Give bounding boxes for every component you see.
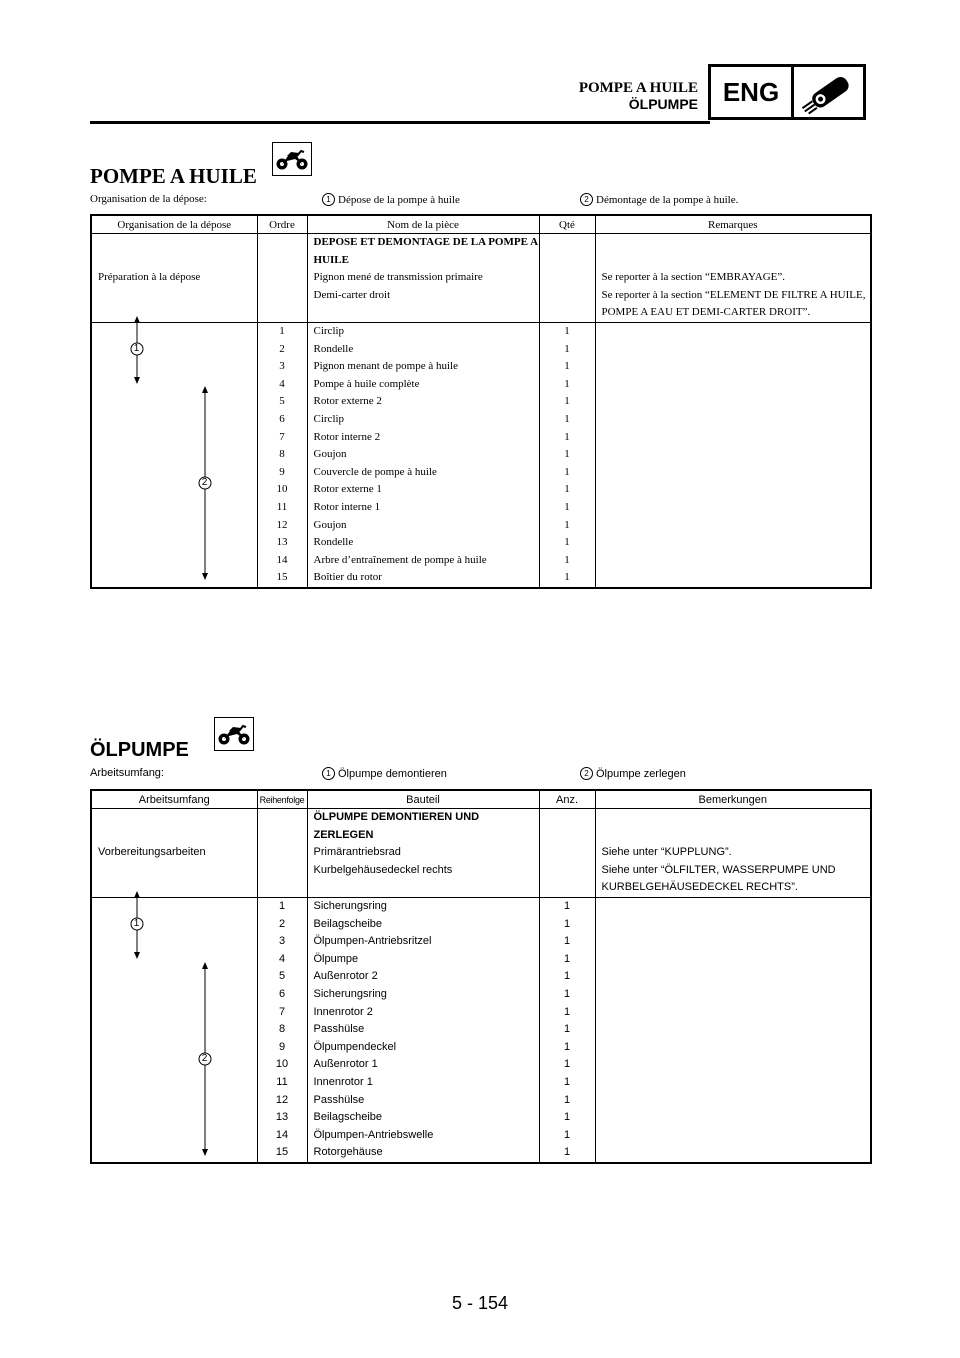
table-cell: 8 — [257, 1021, 307, 1039]
table-cell — [595, 1144, 871, 1163]
table-cell — [91, 916, 257, 934]
table-cell: Rotor interne 2 — [307, 429, 539, 447]
table-row — [91, 916, 871, 934]
table-cell — [595, 897, 871, 915]
table-cell — [539, 862, 595, 898]
table-cell: 8 — [257, 446, 307, 464]
table-cell: Beilagscheibe — [307, 1109, 539, 1127]
table-cell — [595, 464, 871, 482]
bracket-label: 1 — [133, 343, 140, 354]
table-cell — [91, 322, 257, 340]
table-cell — [595, 968, 871, 986]
table-cell: 1 — [539, 1056, 595, 1074]
table-cell — [539, 287, 595, 323]
table-cell: Innenrotor 1 — [307, 1074, 539, 1092]
table-cell: Ölpumpe — [307, 951, 539, 969]
table-cell — [91, 1074, 257, 1092]
table-cell — [91, 1144, 257, 1163]
table-cell: 6 — [257, 986, 307, 1004]
table-cell — [91, 951, 257, 969]
table-cell: Rondelle — [307, 341, 539, 359]
org-line-de — [90, 767, 870, 783]
table-cell: 1 — [539, 1021, 595, 1039]
table-cell — [595, 1021, 871, 1039]
header-rule — [90, 121, 710, 124]
table-cell — [595, 234, 871, 270]
table-cell — [595, 569, 871, 588]
table-cell: Sicherungsring — [307, 986, 539, 1004]
table-cell: Demi-carter droit — [307, 287, 539, 323]
table-row — [91, 341, 871, 359]
table-cell: Se reporter à la section “ELEMENT DE FILTRE A HUILE, POMPE A EAU ET DEMI-CARTER DROIT”. — [595, 287, 871, 323]
table-cell: 1 — [539, 1004, 595, 1022]
table-cell: 9 — [257, 1039, 307, 1057]
step-1 — [322, 767, 447, 780]
header-title-fr: POMPE A HUILE — [578, 80, 698, 96]
table-cell — [91, 341, 257, 359]
prep-row — [91, 287, 871, 323]
table-row — [91, 933, 871, 951]
table-cell: Ölpumpen-Antriebswelle — [307, 1127, 539, 1145]
column-header: Nom de la pièce — [307, 215, 539, 234]
table-cell — [595, 481, 871, 499]
table-cell: Innenrotor 2 — [307, 1004, 539, 1022]
table-cell: DEPOSE ET DEMONTAGE DE LA POMPE A HUILE — [307, 234, 539, 270]
table-cell: 12 — [257, 1092, 307, 1110]
section-title-de: ÖLPUMPE — [90, 739, 189, 761]
table-cell — [539, 809, 595, 845]
table-cell: Passhülse — [307, 1092, 539, 1110]
table-cell — [91, 1004, 257, 1022]
table-cell: Siehe unter “ÖLFILTER, WASSERPUMPE UND KURBELGEHÄUSEDECKEL RECHTS”. — [595, 862, 871, 898]
step-label: Démontage de la pompe à huile. — [596, 194, 739, 206]
table-cell: Circlip — [307, 411, 539, 429]
table-cell — [595, 1092, 871, 1110]
table-cell: 1 — [539, 552, 595, 570]
table-cell — [91, 986, 257, 1004]
table-cell: Primärantriebsrad — [307, 844, 539, 862]
table-cell — [595, 393, 871, 411]
table-cell: 1 — [539, 322, 595, 340]
table-cell: 3 — [257, 358, 307, 376]
table-cell — [539, 844, 595, 862]
table-cell: 13 — [257, 534, 307, 552]
prep-row — [91, 862, 871, 898]
engine-piston-icon — [794, 67, 863, 117]
table-cell — [595, 916, 871, 934]
table-cell — [91, 1021, 257, 1039]
table-cell: 1 — [539, 916, 595, 934]
table-cell: 1 — [539, 464, 595, 482]
step-label: Dépose de la pompe à huile — [338, 194, 460, 206]
step-number: 2 — [580, 767, 593, 780]
table-cell — [91, 446, 257, 464]
table-cell: 1 — [257, 897, 307, 915]
table-cell: 1 — [539, 1092, 595, 1110]
step-number: 2 — [580, 193, 593, 206]
table-cell: Rotorgehäuse — [307, 1144, 539, 1163]
table-cell — [91, 933, 257, 951]
table-cell: 15 — [257, 1144, 307, 1163]
table-cell — [257, 269, 307, 287]
table-cell: Pompe à huile complète — [307, 376, 539, 394]
table-cell: Goujon — [307, 517, 539, 535]
table-cell — [595, 986, 871, 1004]
table-cell — [91, 1039, 257, 1057]
table-cell: 4 — [257, 951, 307, 969]
table-cell: Préparation à la dépose — [91, 269, 257, 287]
table-cell: 1 — [539, 986, 595, 1004]
table-cell: Sicherungsring — [307, 897, 539, 915]
table-cell — [257, 844, 307, 862]
table-cell: 1 — [539, 951, 595, 969]
table-cell — [595, 341, 871, 359]
table-cell: 1 — [539, 968, 595, 986]
table-cell — [91, 897, 257, 915]
table-cell: 1 — [539, 1144, 595, 1163]
table-cell: Rondelle — [307, 534, 539, 552]
table-cell: Couvercle de pompe à huile — [307, 464, 539, 482]
table-cell — [595, 376, 871, 394]
table-cell: Siehe unter “KUPPLUNG”. — [595, 844, 871, 862]
table-cell — [595, 446, 871, 464]
prep-row — [91, 269, 871, 287]
table-cell — [257, 809, 307, 845]
table-cell — [595, 1039, 871, 1057]
table-cell — [595, 322, 871, 340]
table-cell: Kurbelgehäusedeckel rechts — [307, 862, 539, 898]
table-cell — [595, 809, 871, 845]
table-cell — [595, 552, 871, 570]
table-cell: Arbre d’entraînement de pompe à huile — [307, 552, 539, 570]
table-cell: 7 — [257, 429, 307, 447]
table-cell — [91, 862, 257, 898]
table-cell — [91, 1109, 257, 1127]
column-header: Arbeitsumfang — [91, 790, 257, 809]
table-cell: 12 — [257, 517, 307, 535]
org-label: Organisation de la dépose: — [90, 193, 207, 205]
table-cell: 11 — [257, 499, 307, 517]
bracket-label: 2 — [201, 477, 208, 488]
table-cell: Pignon menant de pompe à huile — [307, 358, 539, 376]
table-cell — [91, 569, 257, 588]
table-cell: Circlip — [307, 322, 539, 340]
table-cell: 1 — [539, 429, 595, 447]
table-cell: 1 — [539, 1074, 595, 1092]
org-line-fr — [90, 193, 870, 209]
table-cell: 1 — [539, 1109, 595, 1127]
table-row — [91, 358, 871, 376]
table-cell: 1 — [257, 322, 307, 340]
table-cell: 1 — [539, 376, 595, 394]
column-header: Reihenfolge — [257, 790, 307, 809]
table-cell — [595, 534, 871, 552]
step-2 — [580, 193, 738, 206]
table-cell — [595, 1127, 871, 1145]
table-cell: 14 — [257, 552, 307, 570]
table-cell — [91, 1127, 257, 1145]
section-title-fr: POMPE A HUILE — [90, 164, 257, 188]
table-cell — [91, 429, 257, 447]
table-cell — [595, 1056, 871, 1074]
table-cell: Außenrotor 2 — [307, 968, 539, 986]
table-cell: Se reporter à la section “EMBRAYAGE”. — [595, 269, 871, 287]
table-cell — [595, 1109, 871, 1127]
table-cell: Vorbereitungsarbeiten — [91, 844, 257, 862]
table-cell — [595, 429, 871, 447]
table-cell: Rotor externe 2 — [307, 393, 539, 411]
table-cell: ÖLPUMPE DEMONTIEREN UND ZERLEGEN — [307, 809, 539, 845]
table-cell: 1 — [539, 393, 595, 411]
table-cell — [595, 499, 871, 517]
table-cell — [91, 552, 257, 570]
table-cell: 9 — [257, 464, 307, 482]
table-cell — [91, 376, 257, 394]
column-header: Anz. — [539, 790, 595, 809]
table-cell — [539, 234, 595, 270]
table-row — [91, 322, 871, 340]
table-cell — [91, 1092, 257, 1110]
page-number: 5 - 154 — [451, 1293, 509, 1313]
table-cell — [595, 517, 871, 535]
section-badge — [708, 64, 866, 120]
table-cell — [595, 951, 871, 969]
step-1 — [322, 193, 460, 206]
table-cell: 1 — [539, 341, 595, 359]
bracket-label: 1 — [133, 918, 140, 929]
table-cell: 1 — [539, 446, 595, 464]
table-cell: 1 — [539, 481, 595, 499]
table-cell — [91, 234, 257, 270]
table-cell: 10 — [257, 481, 307, 499]
table-cell: Beilagscheibe — [307, 916, 539, 934]
table-cell: 1 — [539, 411, 595, 429]
table-cell: Ölpumpendeckel — [307, 1039, 539, 1057]
column-header: Bauteil — [307, 790, 539, 809]
table-cell: Pignon mené de transmission primaire — [307, 269, 539, 287]
table-cell — [91, 534, 257, 552]
motorcycle-icon — [214, 717, 254, 751]
eng-label: ENG — [711, 67, 794, 117]
table-cell: 1 — [539, 534, 595, 552]
column-header: Bemerkungen — [595, 790, 871, 809]
table-cell: Goujon — [307, 446, 539, 464]
prep-row — [91, 809, 871, 845]
table-cell: 1 — [539, 569, 595, 588]
table-cell — [91, 517, 257, 535]
table-cell — [91, 393, 257, 411]
column-header: Qté — [539, 215, 595, 234]
table-cell — [595, 933, 871, 951]
table-cell — [257, 234, 307, 270]
table-cell: 5 — [257, 393, 307, 411]
table-cell: 1 — [539, 499, 595, 517]
bracket-label: 2 — [201, 1053, 208, 1064]
table-row — [91, 897, 871, 915]
table-cell — [539, 269, 595, 287]
table-cell: 5 — [257, 968, 307, 986]
step-2 — [580, 767, 686, 780]
table-cell: 11 — [257, 1074, 307, 1092]
header-title-de: ÖLPUMPE — [628, 96, 698, 112]
column-header: Remarques — [595, 215, 871, 234]
table-cell: 1 — [539, 1039, 595, 1057]
step-label: Ölpumpe zerlegen — [596, 768, 686, 780]
table-cell: Rotor externe 1 — [307, 481, 539, 499]
table-cell — [595, 411, 871, 429]
table-cell: 13 — [257, 1109, 307, 1127]
table-cell — [91, 287, 257, 323]
table-cell: 1 — [539, 1127, 595, 1145]
table-cell: Boîtier du rotor — [307, 569, 539, 588]
org-label: Arbeitsumfang: — [90, 767, 164, 779]
table-cell — [91, 499, 257, 517]
table-cell — [91, 358, 257, 376]
table-cell: 10 — [257, 1056, 307, 1074]
step-number: 1 — [322, 767, 335, 780]
table-cell — [91, 464, 257, 482]
prep-row — [91, 844, 871, 862]
table-cell: Außenrotor 1 — [307, 1056, 539, 1074]
table-cell: 2 — [257, 916, 307, 934]
table-cell: 15 — [257, 569, 307, 588]
table-cell — [595, 1004, 871, 1022]
table-cell — [257, 287, 307, 323]
table-cell: 7 — [257, 1004, 307, 1022]
column-header: Organisation de la dépose — [91, 215, 257, 234]
table-cell — [91, 809, 257, 845]
step-label: Ölpumpe demontieren — [338, 768, 447, 780]
table-cell: 14 — [257, 1127, 307, 1145]
table-cell — [595, 1074, 871, 1092]
table-cell: 1 — [539, 358, 595, 376]
table-cell: Ölpumpen-Antriebsritzel — [307, 933, 539, 951]
column-header: Ordre — [257, 215, 307, 234]
table-cell — [595, 358, 871, 376]
table-cell: 3 — [257, 933, 307, 951]
table-cell: 4 — [257, 376, 307, 394]
prep-row — [91, 234, 871, 270]
table-cell — [91, 481, 257, 499]
motorcycle-icon — [272, 142, 312, 176]
table-cell — [91, 411, 257, 429]
table-cell — [91, 1056, 257, 1074]
table-cell: Rotor interne 1 — [307, 499, 539, 517]
table-cell: 2 — [257, 341, 307, 359]
step-number: 1 — [322, 193, 335, 206]
table-cell — [257, 862, 307, 898]
table-cell: 1 — [539, 933, 595, 951]
table-cell: Passhülse — [307, 1021, 539, 1039]
table-cell: 1 — [539, 897, 595, 915]
table-cell: 1 — [539, 517, 595, 535]
table-cell — [91, 968, 257, 986]
table-cell: 6 — [257, 411, 307, 429]
